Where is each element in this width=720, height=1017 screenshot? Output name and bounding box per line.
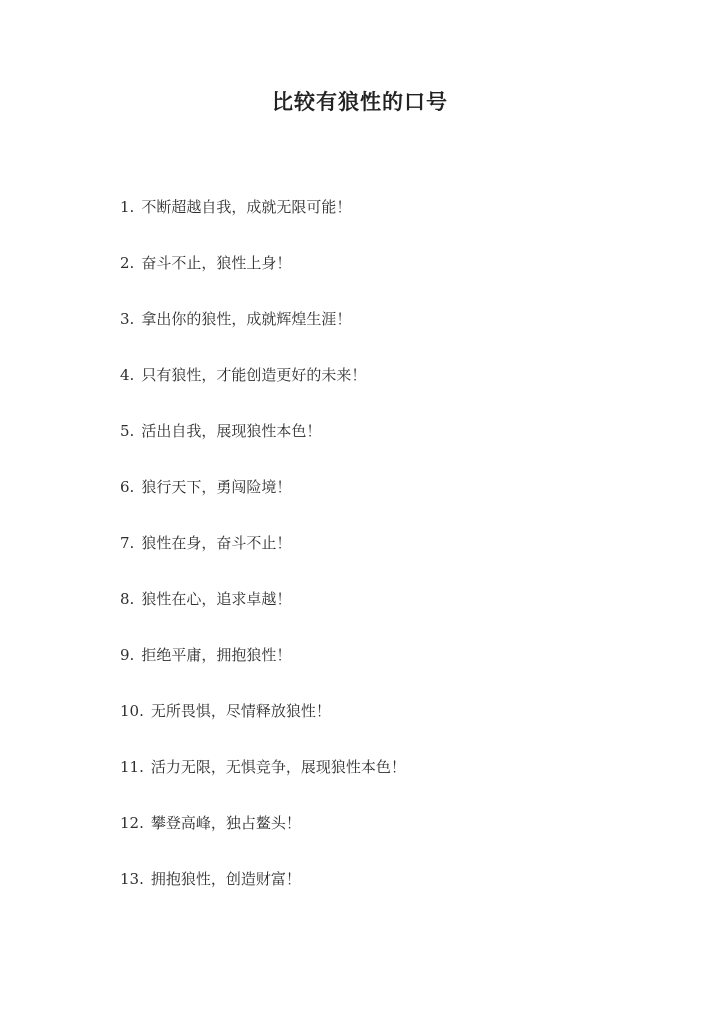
list-item: [120, 530, 406, 586]
list-item: [120, 754, 406, 810]
list-item-number: 2.: [120, 254, 135, 272]
list-item-text: 狼性在心，追求卓越！: [141, 590, 292, 608]
list-item: [120, 250, 406, 306]
list-item-number: 1.: [120, 198, 135, 216]
list-item-number: 4.: [120, 366, 135, 384]
list-item-text: 不断超越自我，成就无限可能！: [141, 198, 352, 216]
list-item: [120, 474, 406, 530]
list-item-number: 5.: [120, 422, 135, 440]
list-item-number: 6.: [120, 478, 135, 496]
list-item-text: 只有狼性，才能创造更好的未来！: [141, 366, 367, 384]
list-item-number: 11.: [120, 758, 144, 776]
list-item: [120, 642, 406, 698]
list-item-text: 狼性在身，奋斗不止！: [141, 534, 292, 552]
list-item-text: 狼行天下，勇闯险境！: [141, 478, 292, 496]
list-item-text: 拒绝平庸，拥抱狼性！: [141, 646, 292, 664]
list-item-number: 8.: [120, 590, 135, 608]
list-item-number: 13.: [120, 870, 144, 888]
list-item-text: 活力无限，无惧竞争，展现狼性本色！: [150, 758, 406, 776]
list-item-number: 3.: [120, 310, 135, 328]
list-item: [120, 194, 406, 250]
list-item-text: 拿出你的狼性，成就辉煌生涯！: [141, 310, 352, 328]
list-item: [120, 866, 406, 922]
list-item: [120, 698, 406, 754]
list-item-number: 7.: [120, 534, 135, 552]
list-item-number: 9.: [120, 646, 135, 664]
list-item: [120, 306, 406, 362]
page-title: 比较有狼性的口号: [272, 89, 448, 114]
list-item-text: 拥抱狼性，创造财富！: [150, 870, 301, 888]
list-item-text: 攀登高峰，独占鳌头！: [150, 814, 301, 832]
list-item: [120, 418, 406, 474]
slogan-list: [120, 194, 406, 922]
list-item-number: 12.: [120, 814, 144, 832]
list-item-text: 奋斗不止，狼性上身！: [141, 254, 292, 272]
list-item-number: 10.: [120, 702, 144, 720]
list-item-text: 活出自我，展现狼性本色！: [141, 422, 322, 440]
list-item: [120, 586, 406, 642]
list-item: [120, 362, 406, 418]
list-item-text: 无所畏惧，尽情释放狼性！: [150, 702, 331, 720]
list-item: [120, 810, 406, 866]
